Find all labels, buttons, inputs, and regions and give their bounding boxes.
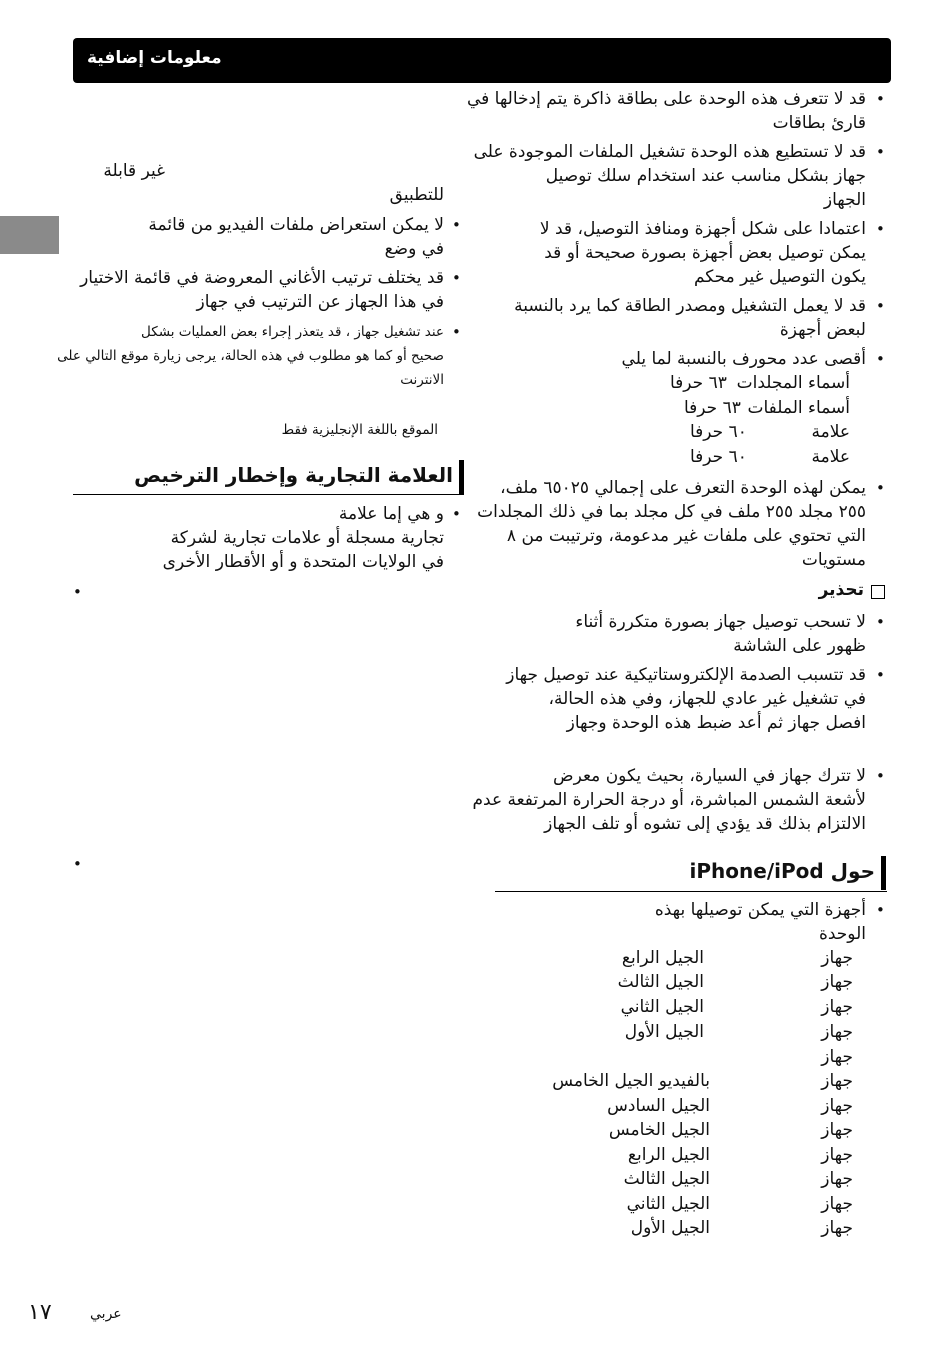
- bullet: •: [876, 901, 885, 919]
- text-line: الجهاز: [823, 190, 866, 210]
- section-title: معلومات إضافية: [87, 48, 222, 68]
- bullet: •: [876, 143, 885, 161]
- device-label: جهاز: [821, 1096, 853, 1116]
- text-line: قارئ بطاقات: [772, 113, 866, 133]
- device-generation: الجيل الثالث: [617, 972, 704, 992]
- bullet: •: [876, 350, 885, 368]
- note-icon: [871, 585, 885, 599]
- footnote: الموقع باللغة الإنجليزية فقط: [281, 422, 438, 438]
- text-line: قد تتسبب الصدمة الإلكتروستاتيكية عند توصيل جهاز: [506, 665, 866, 685]
- text-line: في تشغيل غير عادي للجهاز، وفي هذه الحالة،: [548, 689, 866, 709]
- text-line: التي تحتوي على ملفات غير مدعومة، وترتيبت من ٨: [506, 526, 866, 546]
- device-generation: الجيل السادس: [607, 1096, 710, 1116]
- bullet: •: [452, 269, 461, 287]
- device-label: جهاز: [821, 1120, 853, 1140]
- device-generation: الجيل الرابع: [621, 948, 704, 968]
- text-line: لبعض أجهزة: [779, 320, 866, 340]
- device-label: جهاز: [821, 1194, 853, 1214]
- text-line: جهاز بشكل مناسب عند استخدام سلك توصيل: [545, 166, 866, 186]
- page-number: ١٧: [28, 1300, 52, 1325]
- bullet: •: [876, 767, 885, 785]
- device-generation: الجيل الخامس: [608, 1120, 710, 1140]
- text-line: في وضع: [384, 239, 444, 259]
- bullet: •: [876, 666, 885, 684]
- bullet: •: [876, 297, 885, 315]
- text-line: افصل جهاز ثم أعد ضبط هذه الوحدة وجهاز: [566, 713, 866, 733]
- limit-value: ٦٣ حرفا: [684, 398, 741, 418]
- device-label: جهاز: [821, 997, 853, 1017]
- text-line: قد لا تتعرف هذه الوحدة على بطاقة ذاكرة يتم إدخالها في: [466, 89, 866, 109]
- section-heading-trademark: العلامة التجارية وإخطار الترخيص: [134, 463, 453, 487]
- device-generation: بالفيديو الجيل الخامس: [552, 1071, 710, 1091]
- footer-language: عربي: [90, 1306, 122, 1322]
- text-line: لا تسحب توصيل جهاز بصورة متكررة أثناء: [575, 612, 866, 632]
- limit-value: ٦٠ حرفا: [690, 447, 747, 467]
- text-line: الوحدة: [818, 924, 866, 944]
- device-generation: الجيل الأول: [624, 1022, 704, 1042]
- device-generation: الجيل الثاني: [620, 997, 704, 1017]
- text-line: للتطبيق: [389, 185, 444, 205]
- text-line: اعتمادا على شكل أجهزة ومنافذ التوصيل، قد لا: [539, 219, 866, 239]
- text-line: غير قابلة: [103, 161, 165, 181]
- bullet: •: [73, 583, 82, 601]
- limit-label: أسماء المجلدات: [736, 373, 850, 393]
- device-label: جهاز: [821, 1022, 853, 1042]
- limit-label: علامة: [811, 447, 850, 467]
- text-line: ظهور على الشاشة: [733, 636, 866, 656]
- device-label: جهاز: [821, 1145, 853, 1165]
- text-line: لا تترك جهاز في السيارة، بحيث يكون معرض: [553, 766, 866, 786]
- text-line: و هي إما علامة: [338, 504, 444, 524]
- text-line: الالتزام بذلك قد يؤدي إلى تشوه أو تلف الجهاز: [544, 814, 866, 834]
- device-label: جهاز: [821, 972, 853, 992]
- limit-value: ٦٠ حرفا: [690, 422, 747, 442]
- heading-rule: [73, 494, 464, 495]
- device-label: جهاز: [821, 1218, 853, 1238]
- text-line: الانترنت: [400, 372, 444, 388]
- device-generation: الجيل الأول: [630, 1218, 710, 1238]
- text-line: لأشعة الشمس المباشرة، أو درجة الحرارة المرتفعة عدم: [472, 790, 866, 810]
- text-line: قد لا يعمل التشغيل ومصدر الطاقة كما يرد بالنسبة: [514, 296, 866, 316]
- text-line: يكون التوصيل غير محكم: [693, 267, 866, 287]
- limit-label: أسماء الملفات: [747, 398, 850, 418]
- text-line: قد يختلف ترتيب الأغاني المعروضة في قائمة الاختيار: [80, 268, 444, 288]
- text-line: تجارية مسجلة أو علامات تجارية لشركة: [170, 528, 444, 548]
- text-line: أجهزة التي يمكن توصيلها بهذه: [654, 900, 866, 920]
- text-line: قد لا تستطيع هذه الوحدة تشغيل الملفات الموجودة على: [473, 142, 866, 162]
- caution-title: تحذير: [818, 580, 864, 600]
- bullet: •: [452, 505, 461, 523]
- limit-value: ٦٣ حرفا: [670, 373, 727, 393]
- device-label: جهاز: [821, 1047, 853, 1067]
- device-generation: الجيل الثالث: [623, 1169, 710, 1189]
- text-line: لا يمكن استعراض ملفات الفيديو من قائمة: [148, 215, 444, 235]
- chapter-tab: [0, 216, 59, 254]
- text-line: في الولايات المتحدة و أو الأقطار الأخرى: [162, 552, 444, 572]
- section-header: [73, 38, 891, 83]
- text-line: عند تشغيل جهاز ، قد يتعذر إجراء بعض العمليات بشكل: [141, 324, 444, 340]
- text-line: صحيح أو كما هو مطلوب في هذه الحالة، يرجى زيارة موقع التالي على: [57, 348, 444, 364]
- heading-marker: [459, 460, 464, 494]
- heading-marker: [881, 856, 886, 890]
- device-label: جهاز: [821, 1169, 853, 1189]
- section-heading-iphone: حول iPhone/iPod: [689, 859, 875, 883]
- bullet: •: [452, 216, 461, 234]
- device-label: جهاز: [821, 1071, 853, 1091]
- bullet: •: [73, 855, 82, 873]
- limit-label: علامة: [811, 422, 850, 442]
- heading-rule: [495, 891, 887, 892]
- bullet: •: [452, 323, 461, 341]
- text-line: مستويات: [801, 550, 866, 570]
- text-line: يمكن توصيل بعض أجهزة بصورة صحيحة أو قد: [544, 243, 866, 263]
- bullet: •: [876, 220, 885, 238]
- text-line: في هذا الجهاز عن الترتيب في جهاز: [196, 292, 444, 312]
- device-generation: الجيل الثاني: [626, 1194, 710, 1214]
- text-line: ٢٥٥ مجلد ٢٥٥ ملف في كل مجلد بما في ذلك المجلدات: [477, 502, 866, 522]
- bullet: •: [876, 479, 885, 497]
- bullet: •: [876, 90, 885, 108]
- device-label: جهاز: [821, 948, 853, 968]
- text-line: يمكن لهذه الوحدة التعرف على إجمالي ٦٥٠٢٥ ملف،: [500, 478, 866, 498]
- text-line: أقصى عدد محورف بالنسبة لما يلي: [621, 349, 866, 369]
- bullet: •: [876, 613, 885, 631]
- device-generation: الجيل الرابع: [627, 1145, 710, 1165]
